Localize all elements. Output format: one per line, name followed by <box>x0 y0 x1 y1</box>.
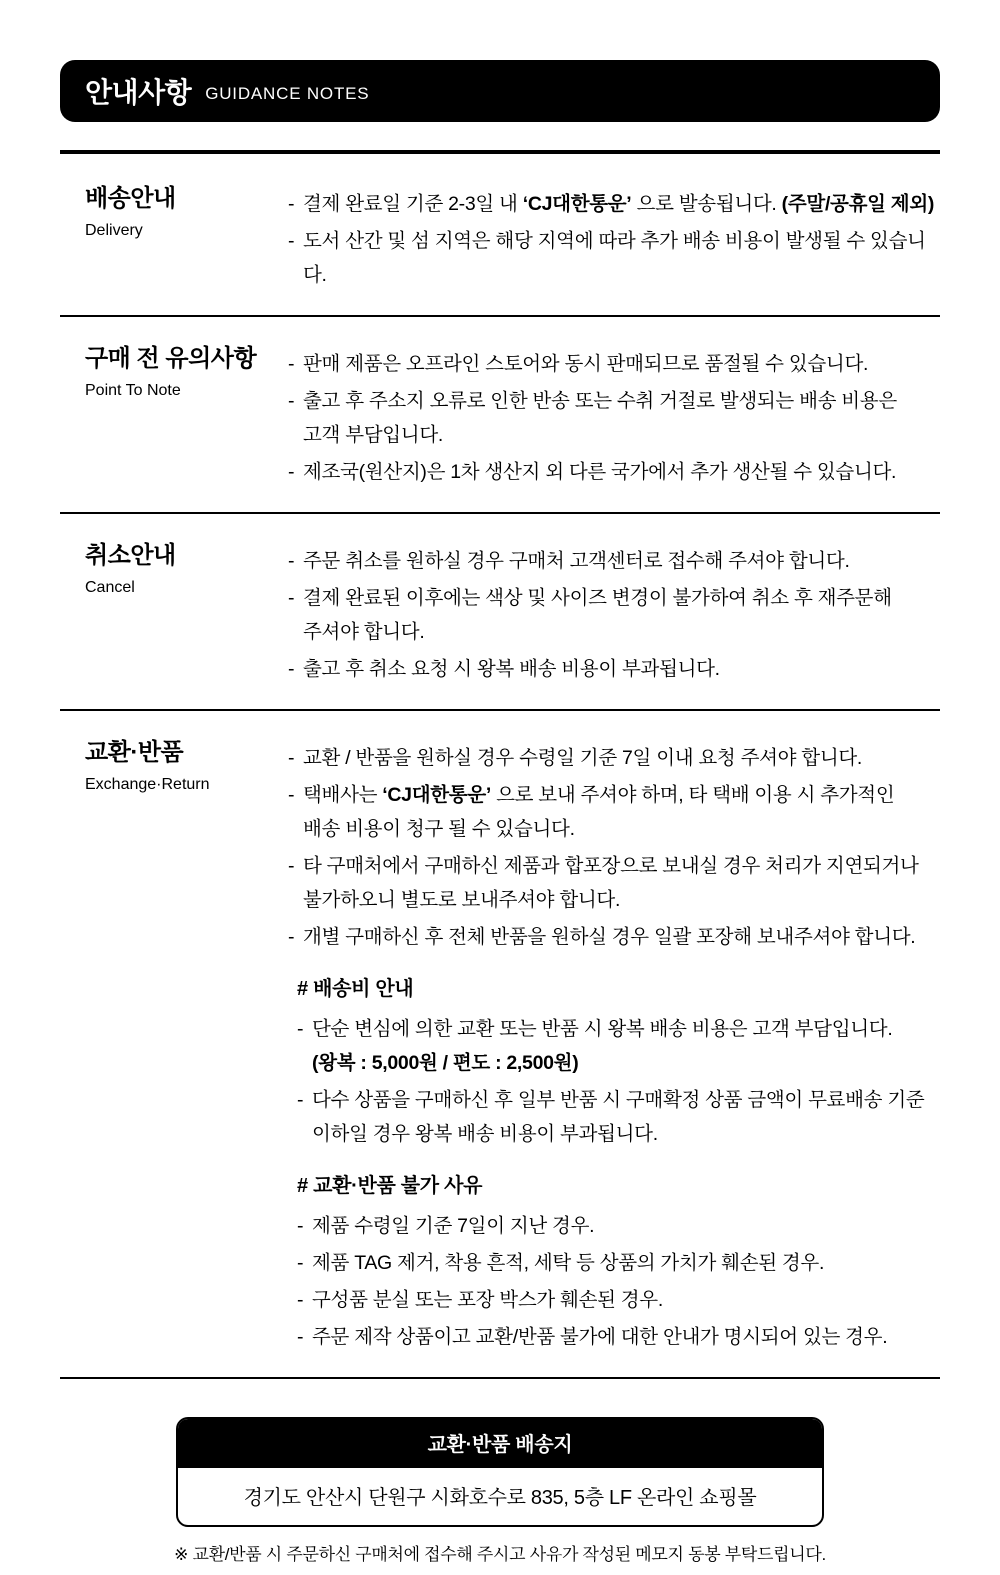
page-title: 안내사항 <box>85 77 192 108</box>
bullet-line <box>303 455 940 489</box>
bullet-line <box>312 1320 940 1354</box>
bullet-line <box>303 187 940 221</box>
section-sublabel: Point To Note <box>85 381 181 399</box>
section-sublabel: Exchange·Return <box>85 775 210 793</box>
section-sublabel: Cancel <box>85 578 135 596</box>
section-label: 교환·반품 <box>85 739 184 766</box>
bullet-line <box>303 544 940 578</box>
bullet-dash: - <box>288 550 295 572</box>
text-segment: 교환 / 반품을 원하실 경우 수령일 기준 7일 이내 요청 주셔야 합니다. <box>303 747 863 769</box>
section-sublabel: Delivery <box>85 221 143 239</box>
list-item <box>288 920 940 954</box>
bullet-line <box>312 1117 940 1151</box>
text-segment: 으로 보내 주셔야 하며, 타 택배 이용 시 추가적인 <box>491 784 895 806</box>
text-segment: 이하일 경우 왕복 배송 비용이 부과됩니다. <box>312 1123 658 1145</box>
text-segment: 결제 완료일 기준 2-3일 내 <box>303 193 523 215</box>
list-item <box>288 224 940 292</box>
bullet-dash: - <box>288 784 295 806</box>
return-address-title: 교환·반품 배송지 <box>178 1419 822 1468</box>
section-label-column <box>85 345 288 492</box>
text-segment: 다수 상품을 구매하신 후 일부 반품 시 구매확정 상품 금액이 무료배송 기준 <box>312 1089 925 1111</box>
list-item <box>288 741 940 775</box>
bullet-text <box>303 778 940 846</box>
section-label: 배송안내 <box>85 185 176 212</box>
text-segment: 제품 TAG 제거, 착용 흔적, 세탁 등 상품의 가치가 훼손된 경우. <box>312 1252 825 1274</box>
section-label: 구매 전 유의사항 <box>85 345 257 372</box>
bullet-text <box>303 652 940 686</box>
bullet-dash: - <box>297 1089 304 1111</box>
text-segment: 으로 발송됩니다. <box>631 193 782 215</box>
list-item <box>297 1246 940 1280</box>
guidance-content <box>60 150 940 1575</box>
bullet-dash: - <box>288 587 295 609</box>
bullet-line <box>312 1246 940 1280</box>
section-exchange-return <box>60 709 940 1377</box>
bullet-dash: - <box>288 747 295 769</box>
bullet-text <box>312 1246 940 1280</box>
bullet-line <box>312 1209 940 1243</box>
bullet-text <box>312 1320 940 1354</box>
text-segment: 구성품 분실 또는 포장 박스가 훼손된 경우. <box>312 1289 663 1311</box>
text-segment: 배송 비용이 청구 될 수 있습니다. <box>303 818 575 840</box>
text-segment: 출고 후 주소지 오류로 인한 반송 또는 수취 거절로 발생되는 배송 비용은 <box>303 390 897 412</box>
section-label-column <box>85 185 288 295</box>
bullet-dash: - <box>288 193 295 215</box>
list-item <box>288 581 940 649</box>
bullet-dash: - <box>288 230 295 252</box>
bullet-dash: - <box>297 1289 304 1311</box>
list-item <box>288 778 940 846</box>
bullet-text <box>303 455 940 489</box>
text-segment: 택배사는 <box>303 784 383 806</box>
subsection-heading: # 교환·반품 불가 사유 <box>297 1175 483 1197</box>
bullet-dash: - <box>288 658 295 680</box>
bullet-list <box>288 345 940 492</box>
bullet-line <box>303 778 940 812</box>
text-segment: 제품 수령일 기준 7일이 지난 경우. <box>312 1215 595 1237</box>
bullet-dash: - <box>288 461 295 483</box>
text-segment: 제조국(원산지)은 1차 생산지 외 다른 국가에서 추가 생산될 수 있습니다. <box>303 461 897 483</box>
bullet-dash: - <box>288 390 295 412</box>
bullet-line <box>303 812 940 846</box>
text-segment: 도서 산간 및 섬 지역은 해당 지역에 따라 추가 배송 비용이 발생될 수 있습니다. <box>303 230 926 286</box>
return-address-value: 경기도 안산시 단원구 시화호수로 835, 5층 LF 온라인 쇼핑몰 <box>243 1487 757 1509</box>
list-item <box>288 347 940 381</box>
bullet-text <box>312 1012 940 1080</box>
bullet-text <box>303 920 940 954</box>
subsection-heading: # 배송비 안내 <box>297 978 414 1000</box>
list-item <box>288 384 940 452</box>
bullet-text <box>312 1283 940 1317</box>
return-address-box <box>176 1417 824 1527</box>
bullet-line <box>303 581 940 615</box>
bullet-dash: - <box>297 1252 304 1274</box>
bullet-line <box>303 849 940 883</box>
text-segment: 타 구매처에서 구매하신 제품과 합포장으로 보내실 경우 처리가 지연되거나 <box>303 855 919 877</box>
text-segment: 개별 구매하신 후 전체 반품을 원하실 경우 일괄 포장해 보내주셔야 합니다. <box>303 926 916 948</box>
return-address-area <box>60 1377 940 1575</box>
list-item <box>297 1012 940 1080</box>
bullet-line <box>303 883 940 917</box>
bullet-line <box>312 1012 940 1046</box>
list-item <box>297 1283 940 1317</box>
bullet-list <box>288 542 940 689</box>
bullet-dash: - <box>297 1018 304 1040</box>
bullet-text <box>303 187 940 221</box>
page-subtitle: GUIDANCE NOTES <box>205 83 370 103</box>
text-segment: 불가하오니 별도로 보내주셔야 합니다. <box>303 889 621 911</box>
list-item <box>288 849 940 917</box>
bullet-list <box>288 185 940 295</box>
text-segment-bold: ‘CJ대한통운’ <box>522 193 632 215</box>
section-point-to-note <box>60 315 940 512</box>
guidance-header-bar <box>60 60 940 122</box>
footnote: ※ 교환/반품 시 주문하신 구매처에 접수해 주시고 사유가 작성된 메모지 동봉 부탁드립니다. <box>174 1545 826 1564</box>
bullet-dash: - <box>288 926 295 948</box>
subsection-shipping-fee <box>297 974 940 1151</box>
section-label: 취소안내 <box>85 542 176 569</box>
bullet-line <box>303 418 940 452</box>
text-segment: 주셔야 합니다. <box>303 621 425 643</box>
list-item <box>288 455 940 489</box>
list-item <box>288 187 940 221</box>
section-cancel <box>60 512 940 709</box>
bullet-line <box>303 224 940 292</box>
text-segment-bold: ‘CJ대한통운’ <box>382 784 491 806</box>
bullet-text <box>312 1083 940 1151</box>
bullet-text <box>303 581 940 649</box>
list-item <box>288 652 940 686</box>
subsection-no-exchange-reasons <box>297 1171 940 1354</box>
bullet-text <box>303 224 940 292</box>
bullet-text <box>303 741 940 775</box>
bullet-line <box>303 615 940 649</box>
text-segment: 결제 완료된 이후에는 색상 및 사이즈 변경이 불가하여 취소 후 재주문해 <box>303 587 892 609</box>
list-item <box>297 1209 940 1243</box>
bullet-text <box>312 1209 940 1243</box>
bullet-dash: - <box>297 1215 304 1237</box>
bullet-dash: - <box>297 1326 304 1348</box>
text-segment: 출고 후 취소 요청 시 왕복 배송 비용이 부과됩니다. <box>303 658 720 680</box>
bullet-dash: - <box>288 353 295 375</box>
bullet-line <box>312 1283 940 1317</box>
bullet-line <box>312 1046 940 1080</box>
text-segment: 판매 제품은 오프라인 스토어와 동시 판매되므로 품절될 수 있습니다. <box>303 353 869 375</box>
list-item <box>297 1083 940 1151</box>
section-label-column <box>85 739 288 1357</box>
text-segment: 고객 부담입니다. <box>303 424 443 446</box>
text-segment: 주문 제작 상품이고 교환/반품 불가에 대한 안내가 명시되어 있는 경우. <box>312 1326 888 1348</box>
bullet-text <box>303 384 940 452</box>
bullet-text <box>303 544 940 578</box>
bullet-line <box>312 1083 940 1117</box>
section-delivery <box>60 150 940 315</box>
bullet-list <box>288 739 940 1357</box>
bullet-text <box>303 347 940 381</box>
bullet-line <box>303 920 940 954</box>
bullet-text <box>303 849 940 917</box>
list-item <box>288 544 940 578</box>
text-segment-bold: (왕복 : 5,000원 / 편도 : 2,500원) <box>312 1052 579 1074</box>
bullet-dash: - <box>288 855 295 877</box>
section-label-column <box>85 542 288 689</box>
text-segment-bold: (주말/공휴일 제외) <box>781 193 935 215</box>
bullet-line <box>303 384 940 418</box>
bullet-line <box>303 652 940 686</box>
text-segment: 단순 변심에 의한 교환 또는 반품 시 왕복 배송 비용은 고객 부담입니다. <box>312 1018 893 1040</box>
list-item <box>297 1320 940 1354</box>
text-segment: 주문 취소를 원하실 경우 구매처 고객센터로 접수해 주셔야 합니다. <box>303 550 850 572</box>
bullet-line <box>303 347 940 381</box>
bullet-line <box>303 741 940 775</box>
